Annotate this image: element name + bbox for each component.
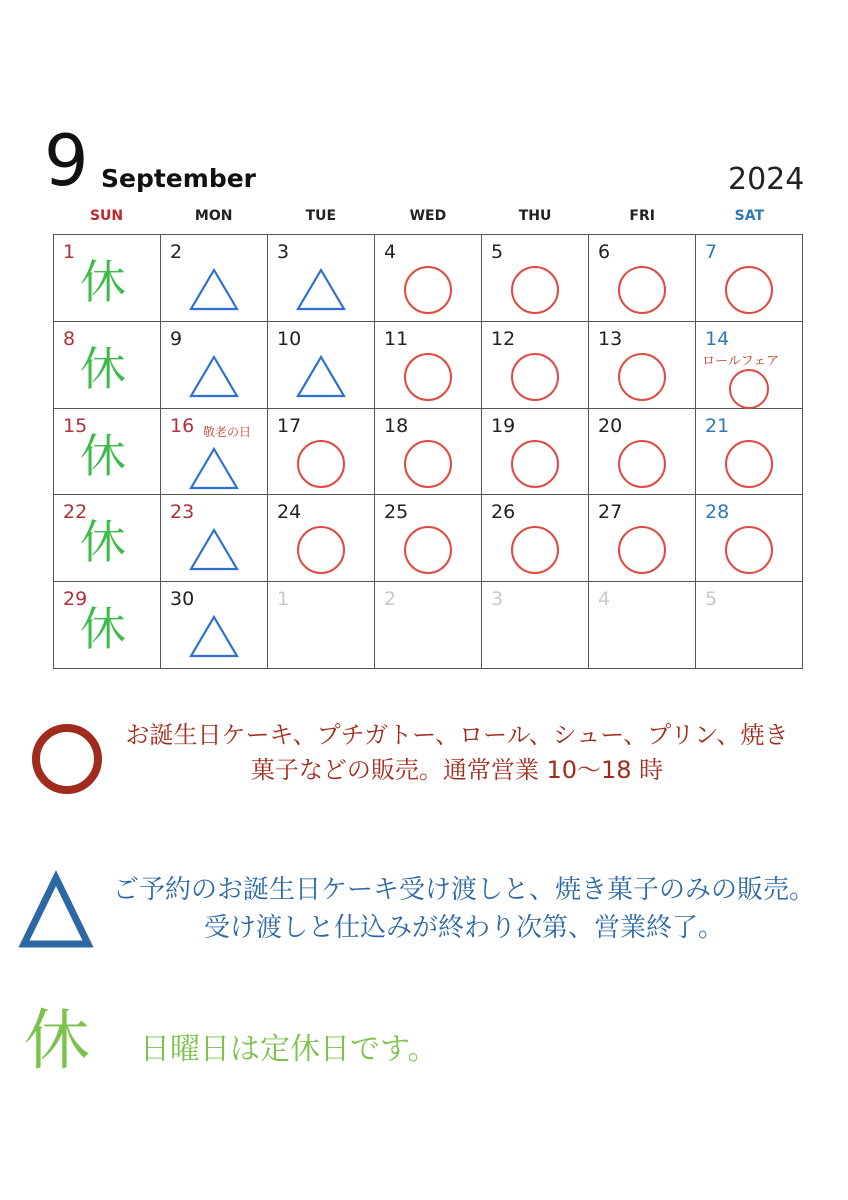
day-number: 5 xyxy=(491,241,504,263)
day-number: 3 xyxy=(491,588,504,611)
year: 2024 xyxy=(728,162,805,197)
calendar-day-cell xyxy=(161,322,268,409)
calendar-day-cell xyxy=(375,322,482,409)
triangle-icon xyxy=(188,614,240,660)
closed-mark: 休 xyxy=(80,515,126,570)
calendar-day-cell xyxy=(268,322,375,409)
day-number: 12 xyxy=(491,327,516,350)
day-number: 17 xyxy=(277,414,302,437)
day-number: 25 xyxy=(384,501,409,524)
calendar-day-cell xyxy=(161,582,268,669)
fair-note: ロールフェア xyxy=(702,353,780,369)
day-number: 23 xyxy=(170,501,195,524)
weekday-mon: MON xyxy=(194,208,233,224)
weekday-tue: TUE xyxy=(305,208,337,224)
day-number: 13 xyxy=(598,327,623,350)
day-number: 14 xyxy=(705,327,730,350)
closed-mark: 休 xyxy=(80,341,126,396)
calendar-day-cell xyxy=(375,235,482,322)
weekday-thu: THU xyxy=(518,208,552,224)
day-number: 9 xyxy=(170,327,183,350)
legend-closed-text: 日曜日は定休日です。 xyxy=(140,1032,438,1067)
legend-triangle-text: ご予約のお誕生日ケーキ受け渡しと、焼き菓子のみの販売。受け渡しと仕込みが終わり次第、営業終了。 xyxy=(112,875,815,943)
circle-icon xyxy=(403,439,453,489)
calendar-day-cell xyxy=(482,235,589,322)
day-number: 30 xyxy=(170,588,195,611)
closed-mark: 休 xyxy=(80,255,126,309)
day-number: 6 xyxy=(598,241,611,263)
closed-mark: 休 xyxy=(80,428,126,483)
day-number: 4 xyxy=(598,588,611,611)
day-number: 8 xyxy=(63,327,76,350)
circle-icon xyxy=(403,265,453,315)
day-number: 18 xyxy=(384,414,409,437)
day-number: 15 xyxy=(63,414,88,437)
legend-triangle-icon xyxy=(18,870,94,950)
calendar-day-cell xyxy=(161,235,268,322)
month-name: September xyxy=(101,164,256,193)
weekday-fri: FRI xyxy=(629,208,655,224)
calendar-day-cell xyxy=(589,235,696,322)
circle-icon xyxy=(617,352,667,402)
calendar-day-cell xyxy=(589,582,696,669)
day-number: 3 xyxy=(277,241,290,263)
calendar-day-cell xyxy=(268,235,375,322)
circle-icon xyxy=(617,525,667,575)
calendar-day-cell xyxy=(54,495,161,582)
calendar-day-cell xyxy=(482,582,589,669)
calendar-day-cell xyxy=(54,409,161,496)
circle-icon xyxy=(510,352,560,402)
circle-icon xyxy=(724,265,774,315)
circle-icon xyxy=(728,368,770,410)
calendar-day-cell xyxy=(589,409,696,496)
calendar-day-cell xyxy=(375,582,482,669)
circle-icon xyxy=(617,265,667,315)
day-number: 11 xyxy=(384,327,409,350)
triangle-icon xyxy=(188,267,240,313)
day-number: 19 xyxy=(491,414,516,437)
day-number: 7 xyxy=(705,241,718,263)
circle-icon xyxy=(724,439,774,489)
calendar-day-cell xyxy=(375,495,482,582)
calendar-day-cell xyxy=(268,495,375,582)
day-number: 10 xyxy=(277,327,302,350)
calendar-day-cell xyxy=(54,582,161,669)
calendar-day-cell xyxy=(161,409,268,496)
calendar-day-cell xyxy=(696,322,803,409)
triangle-icon xyxy=(295,354,347,400)
circle-icon xyxy=(724,525,774,575)
circle-icon xyxy=(296,525,346,575)
day-number: 16 xyxy=(170,414,195,437)
calendar-day-cell xyxy=(375,409,482,496)
calendar-day-cell xyxy=(54,322,161,409)
day-number: 2 xyxy=(384,588,397,611)
day-number: 27 xyxy=(598,501,623,524)
legend-circle-text: お誕生日ケーキ、プチガトー、ロール、シュー、プリン、焼き菓子などの販売。通常営業 10〜18 時 xyxy=(125,721,789,784)
calendar-day-cell xyxy=(161,495,268,582)
calendar-day-cell xyxy=(696,409,803,496)
calendar-day-cell xyxy=(268,582,375,669)
triangle-icon xyxy=(188,446,240,492)
day-number: 5 xyxy=(705,588,718,611)
calendar-day-cell xyxy=(268,409,375,496)
legend-closed-symbol: 休 xyxy=(24,1002,90,1079)
circle-icon xyxy=(296,439,346,489)
calendar-day-cell xyxy=(482,322,589,409)
day-number: 24 xyxy=(277,501,302,524)
legend-circle-icon xyxy=(30,722,104,796)
circle-icon xyxy=(510,265,560,315)
calendar-day-cell xyxy=(696,235,803,322)
circle-icon xyxy=(510,525,560,575)
day-number: 26 xyxy=(491,501,516,524)
calendar-day-cell xyxy=(589,495,696,582)
weekday-header xyxy=(53,208,803,230)
calendar-day-cell xyxy=(696,495,803,582)
day-number: 20 xyxy=(598,414,623,437)
calendar-day-cell xyxy=(482,495,589,582)
closed-mark: 休 xyxy=(80,602,126,657)
calendar-day-cell xyxy=(54,235,161,322)
circle-icon xyxy=(403,352,453,402)
triangle-icon xyxy=(295,267,347,313)
circle-icon xyxy=(617,439,667,489)
triangle-icon xyxy=(188,354,240,400)
day-number: 1 xyxy=(63,241,76,263)
day-number: 2 xyxy=(170,241,183,263)
day-number: 4 xyxy=(384,241,397,263)
day-number: 1 xyxy=(277,588,290,611)
month-number: 9 xyxy=(44,120,89,202)
calendar-day-cell xyxy=(589,322,696,409)
circle-icon xyxy=(403,525,453,575)
day-number: 28 xyxy=(705,501,730,524)
weekday-wed: WED xyxy=(409,208,447,224)
calendar-day-cell xyxy=(482,409,589,496)
triangle-icon xyxy=(188,527,240,573)
calendar-day-cell xyxy=(696,582,803,669)
holiday-note: 敬老の日 xyxy=(203,424,252,439)
weekday-sun: SUN xyxy=(89,208,124,224)
calendar-grid xyxy=(53,234,803,669)
day-number: 21 xyxy=(705,414,730,437)
day-number: 22 xyxy=(63,501,88,524)
circle-icon xyxy=(510,439,560,489)
day-number: 29 xyxy=(63,588,88,611)
weekday-sat: SAT xyxy=(734,208,764,224)
